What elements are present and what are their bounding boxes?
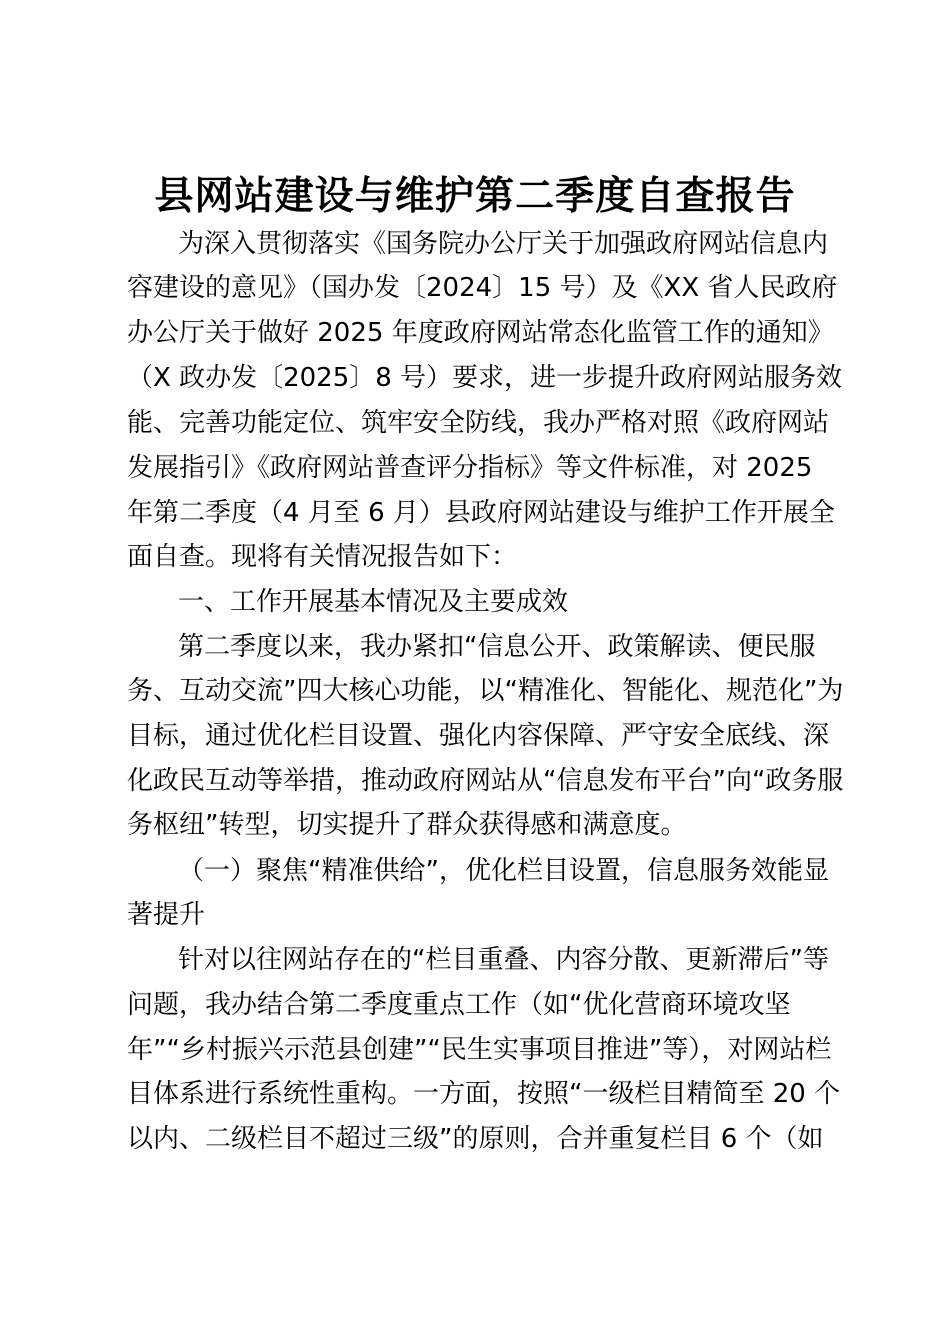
body-line-12: 目标，通过优化栏目设置、强化内容保障、严守安全底线、深 xyxy=(127,721,830,751)
body-line-19: 年”“乡村振兴示范县创建”“民生实事项目推进”等），对网站栏 xyxy=(127,1035,832,1065)
body-line-21: 以内、二级栏目不超过三级”的原则，合并重复栏目 6 个（如 xyxy=(127,1124,824,1154)
subsection-heading-line-2: 著提升 xyxy=(127,900,206,930)
body-line-7: 年第二季度（4 月至 6 月）县政府网站建设与维护工作开展全 xyxy=(127,498,835,528)
section-heading: 一、工作开展基本情况及主要成效 xyxy=(178,587,569,617)
body-line-6: 发展指引》《政府网站普查评分指标》等文件标准，对 2025 xyxy=(127,453,813,483)
body-line-17: 针对以往网站存在的“栏目重叠、内容分散、更新滞后”等 xyxy=(178,945,829,975)
body-line-18: 问题，我办结合第二季度重点工作（如“优化营商环境攻坚 xyxy=(127,990,791,1020)
body-line-3: 办公厅关于做好 2025 年度政府网站常态化监管工作的通知》 xyxy=(127,318,834,348)
body-line-10: 第二季度以来，我办紧扣“信息公开、政策解读、便民服 xyxy=(178,632,816,662)
body-line-2: 容建设的意见》（国办发〔2024〕15 号）及《XX 省人民政府 xyxy=(127,273,838,303)
body-line-14: 务枢纽”转型，切实提升了群众获得感和满意度。 xyxy=(127,810,687,840)
body-line-4: （X 政办发〔2025〕8 号）要求，进一步提升政府网站服务效 xyxy=(127,363,843,393)
body-line-20: 目体系进行系统性重构。一方面，按照“一级栏目精简至 20 个 xyxy=(127,1079,841,1109)
document-title: 县网站建设与维护第二季度自查报告 xyxy=(154,173,796,219)
body-line-11: 务、互动交流”四大核心功能，以“精准化、智能化、规范化”为 xyxy=(127,676,844,706)
body-line-1: 为深入贯彻落实《国务院办公厅关于加强政府网站信息内 xyxy=(178,229,829,259)
body-line-13: 化政民互动等举措，推动政府网站从“信息发布平台”向“政务服 xyxy=(127,766,844,796)
body-line-5: 能、完善功能定位、筑牢安全防线，我办严格对照《政府网站 xyxy=(127,408,830,438)
body-line-8: 面自查。现将有关情况报告如下： xyxy=(127,542,518,572)
subsection-heading-line-1: （一）聚焦“精准供给”，优化栏目设置，信息服务效能显 xyxy=(178,856,829,886)
